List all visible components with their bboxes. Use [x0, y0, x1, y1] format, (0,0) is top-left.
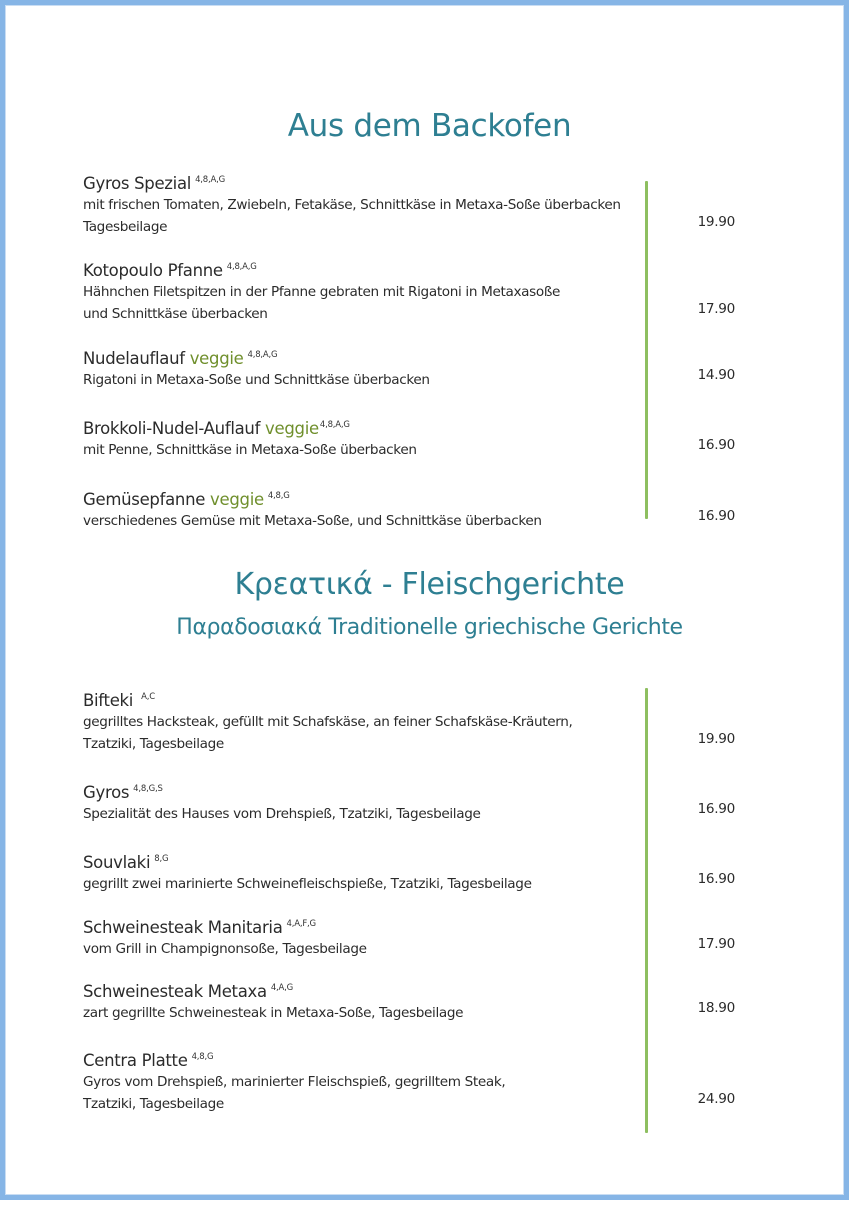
dish-description: und Schnittkäse überbacken	[83, 305, 268, 322]
veggie-label: veggie	[189, 349, 244, 368]
dish-name: Centra Platte $^{4,8,G}$	[83, 1051, 214, 1070]
section-title-fleischgerichte: Κρεατικά - Fleischgerichte	[234, 567, 625, 602]
dish-name: Nudelauflauf veggie $^{4,8,A,G}$	[83, 349, 278, 368]
dish-description: Spezialität des Hauses vom Drehspieß, Tzatziki, Tagesbeilage	[83, 806, 481, 822]
dish-description: mit frischen Tomaten, Zwiebeln, Fetakäse, Schnittkäse in Metaxa-Soße überbacken	[83, 197, 621, 213]
section-title-backofen: Aus dem Backofen	[287, 108, 572, 144]
dish-description: Hähnchen Filetspitzen in der Pfanne gebraten mit Rigatoni in Metaxasoße	[83, 284, 561, 300]
dish-price: 16.90	[697, 871, 735, 887]
dish-price: 16.90	[697, 437, 735, 453]
dish-description: verschiedenes Gemüse mit Metaxa-Soße, und Schnittkäse überbacken	[83, 513, 542, 529]
dish-description: gegrillt zwei marinierte Schweinefleischspieße, Tzatziki, Tagesbeilage	[83, 876, 532, 892]
dish-name: Brokkoli-Nudel-Auflauf veggie$^{4,8,A,G}$	[83, 419, 350, 438]
dish-name: Gemüsepfanne veggie $^{4,8,G}$	[83, 490, 290, 509]
dish-name: Kotopoulo Pfanne $^{4,8,A,G}$	[83, 261, 257, 280]
menu-item	[83, 686, 743, 755]
dish-description: Tzatziki, Tagesbeilage	[83, 1095, 224, 1112]
veggie-label: veggie	[210, 490, 264, 509]
menu-item	[83, 414, 743, 462]
allergen-codes: 4,8,A,G	[195, 175, 225, 185]
menu-item	[83, 848, 743, 896]
dish-price: 14.90	[697, 367, 735, 383]
dish-description: Rigatoni in Metaxa-Soße und Schnittkäse überbacken	[83, 372, 430, 388]
dish-name: Gyros Spezial $^{4,8,A,G}$	[83, 174, 225, 193]
allergen-codes: 4,8,A,G	[247, 350, 278, 360]
allergen-codes: 4,8,A,G	[226, 262, 257, 272]
section-subtitle-traditionell: Παραδοσιακά Traditionelle griechische Gerichte	[176, 615, 683, 640]
allergen-codes: A,C	[141, 692, 155, 702]
dish-name: Schweinesteak Metaxa $^{4,A,G}$	[83, 982, 294, 1001]
menu-item	[83, 344, 743, 392]
dish-price: 16.90	[697, 801, 735, 817]
dish-price: 17.90	[697, 936, 735, 952]
allergen-codes: 8,G	[154, 854, 169, 864]
dish-description: zart gegrillte Schweinesteak in Metaxa-Soße, Tagesbeilage	[83, 1005, 464, 1021]
menu-item	[83, 913, 743, 961]
dish-description: mit Penne, Schnittkäse in Metaxa-Soße überbacken	[83, 442, 417, 458]
dish-name: Schweinesteak Manitaria $^{4,A,F,G}$	[83, 918, 316, 937]
dish-description: Gyros vom Drehspieß, marinierter Fleischspieß, gegrilltem Steak,	[83, 1074, 506, 1090]
dish-name: Souvlaki $^{8,G}$	[83, 853, 169, 872]
dish-price: 19.90	[697, 214, 735, 230]
allergen-codes: 4,8,G	[267, 491, 290, 501]
menu-item	[83, 169, 743, 238]
dish-price: 16.90	[697, 508, 735, 524]
dish-price: 19.90	[697, 731, 735, 747]
menu-item	[83, 778, 743, 826]
allergen-codes: 4,8,G	[191, 1052, 214, 1062]
dish-description: gegrilltes Hacksteak, gefüllt mit Schafskäse, an feiner Schafskäse-Kräutern,	[83, 714, 573, 730]
dish-price: 18.90	[697, 1000, 735, 1016]
dish-description: vom Grill in Champignonsoße, Tagesbeilage	[83, 941, 367, 957]
dish-name: Bifteki $^{A,C}$	[83, 691, 155, 710]
allergen-codes: 4,8,A,G	[319, 420, 350, 430]
allergen-codes: 4,A,F,G	[286, 919, 316, 929]
dish-price: 24.90	[697, 1091, 735, 1107]
dish-description: Tagesbeilage	[83, 218, 168, 235]
menu-list	[5, 5, 849, 1205]
allergen-codes: 4,A,G	[270, 983, 294, 993]
veggie-label: veggie	[265, 419, 319, 438]
dish-price: 17.90	[697, 301, 735, 317]
dish-name: Gyros $^{4,8,G,S}$	[83, 783, 163, 802]
dish-description: Tzatziki, Tagesbeilage	[83, 735, 224, 752]
menu-item	[83, 485, 743, 533]
menu-item	[83, 977, 743, 1025]
allergen-codes: 4,8,G,S	[133, 784, 163, 794]
menu-item	[83, 1046, 743, 1115]
menu-item	[83, 256, 743, 325]
